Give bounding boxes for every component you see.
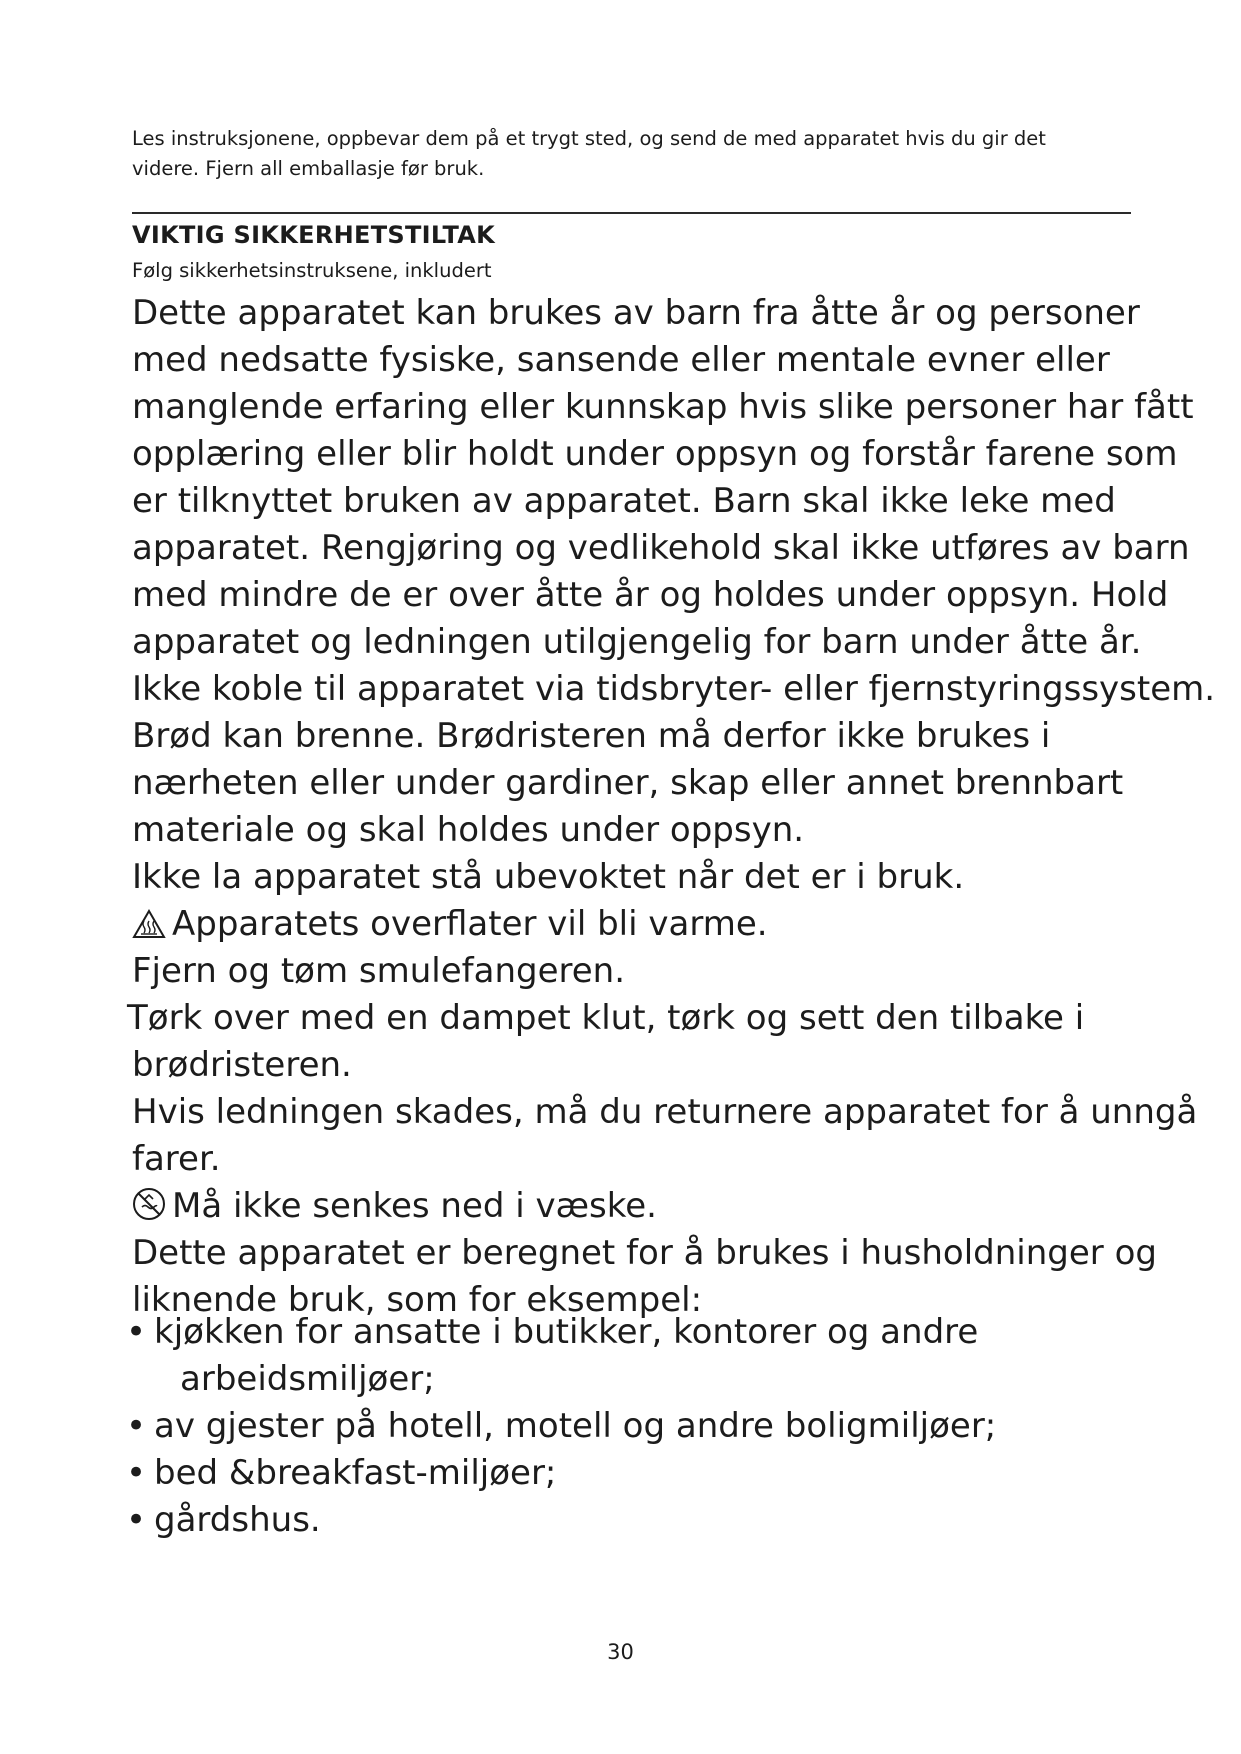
- intro-text: [132, 124, 1132, 184]
- body-line: Ikke la apparatet stå ubevoktet når det er i bruk.: [132, 857, 965, 897]
- body-line: farer.: [132, 1139, 221, 1179]
- no-submerge-line: [132, 1183, 1172, 1230]
- section-heading: VIKTIG SIKKERHETSTILTAK: [132, 221, 496, 249]
- list-item-continuation: arbeidsmiljøer;: [180, 1359, 435, 1399]
- intro-line-1: Les instruksjonene, oppbevar dem på et trygt sted, og send de med apparatet hvis du gir det: [132, 127, 1046, 150]
- body-line: liknende bruk, som for eksempel:: [132, 1280, 703, 1320]
- page-number: 30: [607, 1640, 634, 1664]
- intro-line-2: videre. Fjern all emballasje før bruk.: [132, 157, 485, 180]
- section-divider: [132, 212, 1131, 214]
- body-line: Dette apparatet kan brukes av barn fra åtte år og personer: [132, 293, 1140, 333]
- usage-list: [124, 1309, 1174, 1544]
- body-line: Dette apparatet er beregnet for å brukes i husholdninger og: [132, 1233, 1157, 1273]
- body-line: Tørk over med en dampet klut, tørk og sett den tilbake i: [127, 998, 1085, 1038]
- body-line: er tilknyttet bruken av apparatet. Barn skal ikke leke med: [132, 481, 1116, 521]
- safety-instructions: [127, 290, 1216, 1324]
- body-line: Hvis ledningen skades, må du returnere apparatet for å unngå: [132, 1092, 1198, 1132]
- section-subheading: Følg sikkerhetsinstruksene, inkludert: [132, 259, 492, 282]
- list-item: [124, 1450, 1174, 1497]
- bullet-icon: •: [126, 1406, 147, 1446]
- bullet-icon: •: [126, 1312, 147, 1352]
- list-item: [124, 1497, 1174, 1544]
- body-line: Ikke koble til apparatet via tidsbryter- eller fjernstyringssystem.: [132, 669, 1216, 709]
- bullet-icon: •: [126, 1453, 147, 1493]
- list-item: [124, 1403, 1174, 1450]
- list-item: [124, 1309, 1174, 1403]
- body-line: nærheten eller under gardiner, skap eller annet brennbart: [132, 763, 1124, 803]
- list-item-text: av gjester på hotell, motell og andre boligmiljøer;: [154, 1406, 997, 1446]
- list-item-text: kjøkken for ansatte i butikker, kontorer og andre: [154, 1312, 979, 1352]
- body-line: Fjern og tøm smulefangeren.: [132, 951, 626, 991]
- hot-surface-text: Apparatets overflater vil bli varme.: [172, 904, 768, 944]
- body-line: brødristeren.: [132, 1045, 352, 1085]
- body-line: med mindre de er over åtte år og holdes under oppsyn. Hold: [132, 575, 1169, 615]
- body-line: apparatet. Rengjøring og vedlikehold skal ikke utføres av barn: [132, 528, 1190, 568]
- body-line: Brød kan brenne. Brødristeren må derfor ikke brukes i: [132, 716, 1051, 756]
- hot-surface-line: [132, 901, 1172, 948]
- do-not-submerge-icon: [132, 1187, 166, 1221]
- body-line: materiale og skal holdes under oppsyn.: [132, 810, 805, 850]
- no-submerge-text: Må ikke senkes ned i væske.: [172, 1186, 657, 1226]
- list-item-text: bed &breakfast-miljøer;: [154, 1453, 557, 1493]
- bullet-icon: •: [126, 1500, 147, 1540]
- body-line: opplæring eller blir holdt under oppsyn og forstår farene som: [132, 434, 1178, 474]
- list-item-text: gårdshus.: [154, 1500, 321, 1540]
- body-line: med nedsatte fysiske, sansende eller mentale evner eller: [132, 340, 1110, 380]
- hot-surface-warning-icon: [132, 909, 166, 939]
- body-line: apparatet og ledningen utilgjengelig for barn under åtte år.: [132, 622, 1142, 662]
- body-line: manglende erfaring eller kunnskap hvis slike personer har fått: [132, 387, 1194, 427]
